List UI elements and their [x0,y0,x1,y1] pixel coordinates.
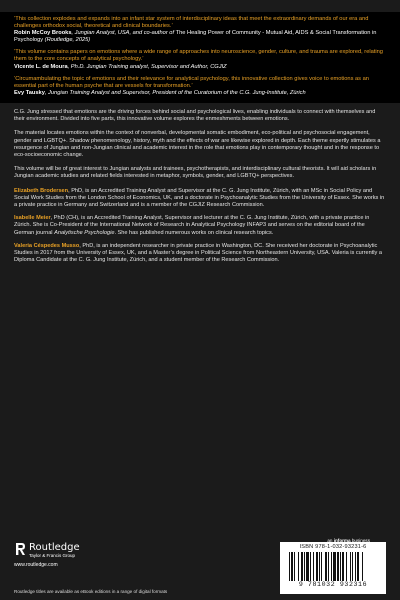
author-name: Elizabeth Brodersen [14,187,69,194]
barcode-bar [294,552,295,581]
publisher-url[interactable]: www.routledge.com [14,562,58,568]
isbn-text: ISBN 978-1-032-93231-6 [299,544,367,550]
barcode-bar [301,552,303,581]
informa-credit [327,538,370,543]
barcode-bar [321,552,322,581]
barcode-bar [346,552,347,581]
barcode-bar [362,552,363,581]
routledge-logo-icon [14,542,26,556]
barcode-panel [280,538,386,594]
endorsement-2 [14,49,386,70]
author-bio-1 [14,188,386,210]
barcode-bar [340,552,341,581]
barcode-bar [289,552,290,581]
barcode-bar [355,552,356,581]
barcode-bar [328,552,329,581]
barcode-bar [333,552,336,581]
endorsement-1 [14,16,386,44]
barcode-bar [331,552,332,581]
barcode-bar [310,552,311,581]
publisher-name: Routledge [29,542,80,553]
author-bio-text: , PhD (CH), is an Accredited Training Analyst, Supervisor and lecturer at the C. G. Jung Institute, Zürich, with a private practice in Zürich. She is Co-President of the International Network of Research in Analytical Psychology INFAP3 and serves on the editorial board of the German journal [14,215,370,236]
barcode-bar [352,552,353,581]
endorser-role: , Jungian Analyst, USA, and co-author of [71,30,176,37]
description-paragraph-2: The material locates emotions within the context of nonverbal, developmental somatic embodiment, eco-political and psychosocial engagement, gender and LGBTQ+. Shadow phenomenology, history, myth and the effects of war are likewise explored in depth. Each theme expertly stimulates a resurgence of Jungian and non-Jungian clinical and academic interest in the role that emotions play in contemporary thought and in the response to eco-socioeconomic change. [14,130,381,158]
author-bio-3 [14,243,386,265]
barcode-bar [342,552,344,581]
barcode-bar [319,552,320,581]
endorsements-section [0,12,400,103]
publisher-logo [14,542,80,559]
barcode-bar [325,552,327,581]
cover-footer [0,538,400,600]
endorsement-quote: ‘This collection explodes and expands into an infant star system of interdisciplinary ideas that meet the extraordinary demands of our era and challenges orthodox social, theoretical and clinical boundaries.’ [14,16,369,30]
endorser-name: Evy Tausky [14,89,45,96]
endorsement-quote: ‘Circumambulating the topic of emotions and their relevance for analytical psychology, this innovative collection gives voice to emotions as an essential part of the human psyche that are vessels for transformation.’ [14,75,369,89]
ebook-note: Routledge titles are available as eBook editions in a range of digital formats [14,589,168,594]
endorsement-quote: ‘This volume contains papers on emotions where a wide range of approaches into neuroscience, gender, culture, and trauma are explored, relating them to the core concepts of analytical psychology.’ [14,49,383,63]
barcode-bar [357,552,359,581]
description-paragraph-1: C.G. Jung stressed that emotions are the driving forces behind social and psychological lives, enabling individuals to connect with themselves and their environment. Divided into five parts, this innovative volume explores the enmeshments between emotions. [14,108,376,123]
author-bio-2 [14,215,386,237]
barcode-bar [313,552,314,581]
author-bio-text: , PhD, is an Accredited Training Analyst and Supervisor at the C. G. Jung Institute, Zürich, with an MSc in Social Policy and Social Work Studies from the London School of Economics, UK, and a doctorate in Psychoanalytic Studies from the University of Essex. She works in a private practice in Germany and Switzerland and is a member of the CGJIZ Research Commission. [14,187,385,208]
endorsement-3 [14,76,386,97]
author-name: Isabelle Meier [14,215,51,222]
author-name: Valeria Céspedes Musso [14,242,80,249]
publisher-logo-text [29,542,80,559]
barcode-icon [287,552,379,581]
informa-name: informa [333,538,351,543]
endorser-role: , Ph.D. Jungian Training analyst, Supervisor and Author, CGJIZ [67,63,227,70]
barcode-bar [350,552,351,581]
endorsement-attribution [14,30,386,44]
barcode-bar [298,552,299,581]
barcode-bar [316,552,318,581]
endorser-work: The Healing Power of Community - Mutual Aid, AIDS & Social Transformation in Psychology [14,30,377,44]
barcode-bar [306,552,309,581]
ean-number: 9 781032 932316 [298,581,368,588]
barcode-bar [291,552,293,581]
description-paragraph-3: This volume will be of great interest to Jungian analysts and trainees, psychotherapists, and interdisciplinary cultural theorists. It will aid scholars in Jungian academic studies and related fields interested in metaphor, symbols, gender, and LGBTQ+ perspectives. [14,166,377,180]
endorsement-attribution [14,64,386,71]
endorser-name: Vicente L. de Moura [14,63,68,70]
journal-title: Analytische Psychologie [54,229,115,236]
barcode-bar [304,552,305,581]
author-bio-tail: . She has published numerous works on clinical research topics. [114,229,274,236]
endorser-name: Robin McCoy Brooks [14,30,72,37]
publisher-group: Taylor & Francis Group [29,553,76,558]
endorser-role: , Jungian Training Analyst and Supervisor, President of the Curatorium of the C.G. Jung-Institute, Zürich [44,89,306,96]
author-bio-text: , PhD, is an independent researcher in private practice in Washington, DC. She received her doctorate in Psychoanalytic Studies in 2017 from the University of Essex, UK, and a Master’s degree in Political Science from Northeastern University, USA. Valeria is currently a Diploma Candidate at the C. G. Jung Institute, Zürich, and a student member of the Research Commission. [14,242,382,264]
endorser-publisher: (Routledge, 2025) [43,37,91,44]
informa-suffix: business [350,538,370,543]
barcode-bar [337,552,339,581]
informa-prefix: an [327,538,334,543]
endorsement-attribution [14,90,386,97]
